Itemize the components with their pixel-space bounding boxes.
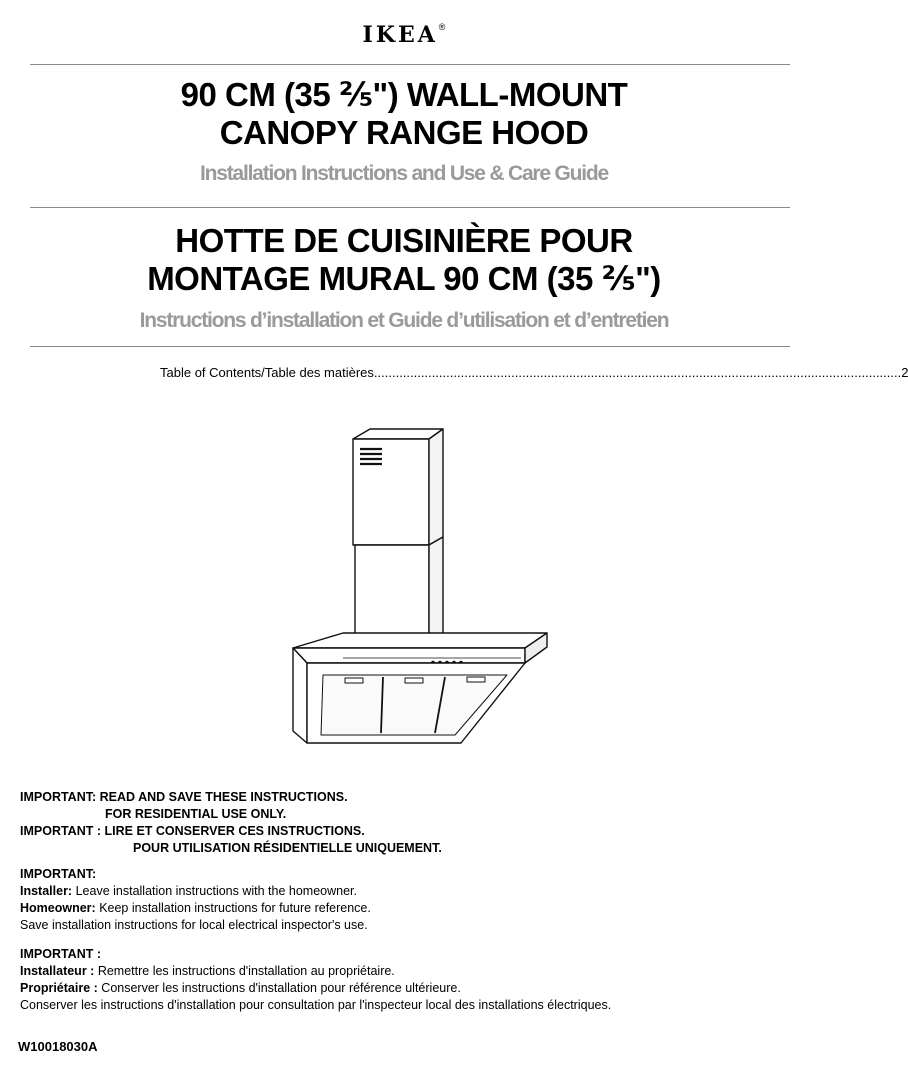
english-title-line2: CANOPY RANGE HOOD — [219, 114, 589, 151]
important-line-en: IMPORTANT: READ AND SAVE THESE INSTRUCTIONS. — [20, 790, 348, 804]
divider — [30, 207, 790, 208]
installer-note-fr: Installateur : Remettre les instructions d'installation au propriétaire. — [20, 964, 395, 978]
canopy-front-band — [293, 648, 525, 663]
important-notice-installer-fr — [20, 946, 611, 1014]
toc-page-number[interactable]: 2 — [901, 365, 908, 380]
inspector-note-fr: Conserver les instructions d'installation pour consultation par l'inspecteur local des installations électriques. — [20, 998, 612, 1012]
residential-use-fr: POUR UTILISATION RÉSIDENTIELLE UNIQUEMENT. — [133, 841, 442, 855]
french-title-line2: MONTAGE MURAL 90 CM (35 ⅖") — [147, 260, 661, 297]
french-title-line1: HOTTE DE CUISINIÈRE POUR — [175, 222, 633, 259]
registered-mark: ® — [438, 22, 446, 32]
english-subtitle: Installation Instructions and Use & Care Guide — [199, 162, 609, 185]
canopy-top — [293, 633, 547, 648]
canopy-side-panel — [293, 648, 307, 743]
toc-label[interactable]: Table of Contents/Table des matières — [160, 365, 374, 380]
document-number: W10018030A — [18, 1039, 98, 1054]
chimney-lower-side — [429, 537, 443, 648]
french-title — [0, 222, 808, 298]
divider — [30, 346, 790, 347]
residential-use-en: FOR RESIDENTIAL USE ONLY. — [105, 807, 287, 821]
owner-note-fr: Propriétaire : Conserver les instructions d'installation pour référence ultérieure. — [20, 981, 461, 995]
ikea-logo — [0, 22, 808, 48]
chimney-top — [353, 429, 443, 439]
toc-leader-dots: .................................................................................................................................................. — [373, 365, 902, 380]
english-title-line1: 90 CM (35 ⅖") WALL-MOUNT — [180, 76, 628, 113]
range-hood-illustration — [285, 425, 550, 770]
important-heading-fr: IMPORTANT : — [20, 947, 102, 961]
filter-area — [321, 675, 507, 735]
english-title — [0, 76, 808, 152]
important-heading-en: IMPORTANT: — [20, 867, 97, 881]
table-of-contents-entry[interactable] — [160, 365, 908, 380]
brand-name: IKEA — [362, 22, 438, 48]
important-notice-installer-en — [20, 866, 371, 934]
homeowner-note-en: Homeowner: Keep installation instructions for future reference. — [20, 901, 371, 915]
important-notice-residential — [20, 789, 442, 857]
important-line-fr: IMPORTANT : LIRE ET CONSERVER CES INSTRUCTIONS. — [20, 824, 365, 838]
inspector-note-en: Save installation instructions for local electrical inspector's use. — [20, 918, 368, 932]
chimney-upper-side — [429, 429, 443, 545]
divider — [30, 64, 790, 65]
installer-note-en: Installer: Leave installation instructions with the homeowner. — [20, 884, 358, 898]
french-subtitle: Instructions d’installation et Guide d’utilisation et d’entretien — [139, 309, 669, 332]
